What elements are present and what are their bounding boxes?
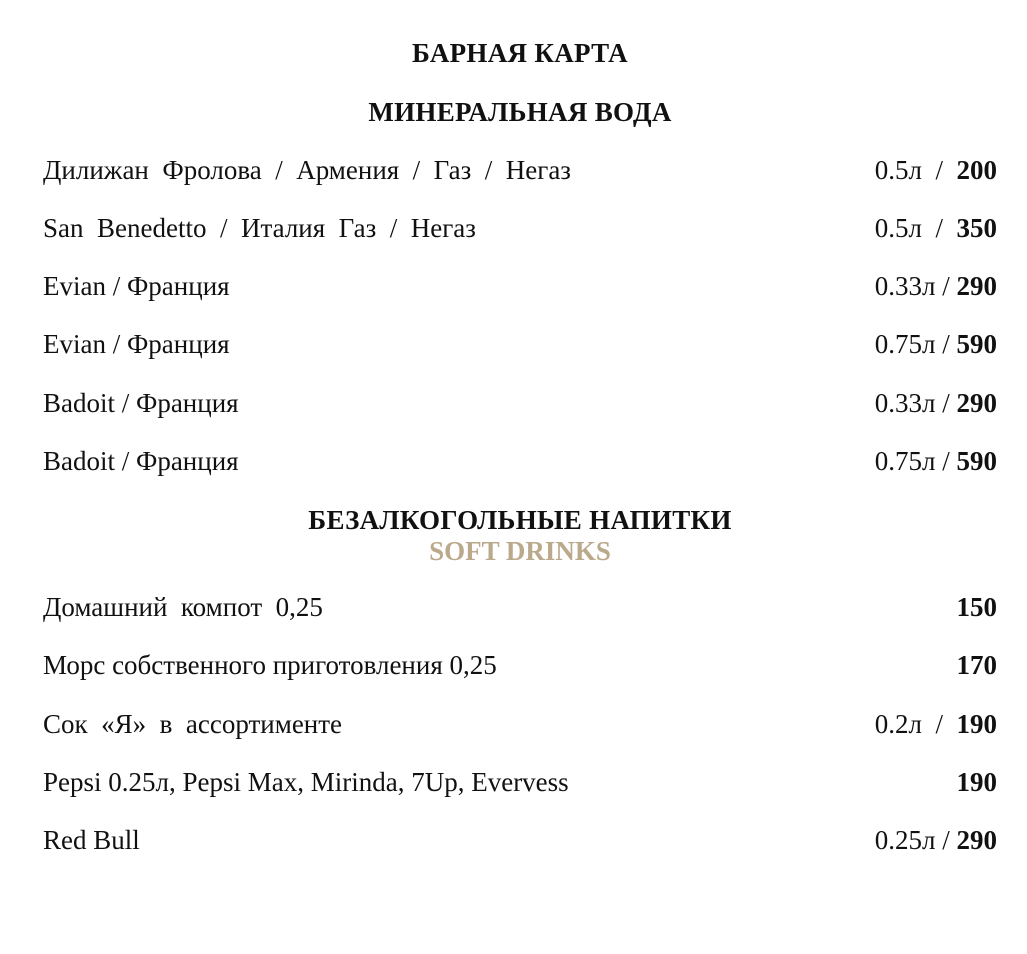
section-heading-mineral-water: МИНЕРАЛЬНАЯ ВОДА	[368, 97, 672, 127]
item-volume: 0.25л /	[874, 825, 957, 855]
item-price: 200	[956, 155, 997, 185]
menu-item	[43, 446, 997, 480]
item-price-group	[875, 825, 997, 856]
item-price: 170	[956, 650, 997, 680]
item-name: Морс собственного приготовления 0,25	[43, 650, 497, 680]
item-price: 290	[956, 271, 997, 301]
menu-item	[43, 592, 997, 626]
menu-item	[43, 271, 997, 305]
item-volume: 0.75л /	[874, 329, 957, 359]
item-volume: 0.2л /	[874, 709, 957, 739]
item-name: Дилижан Фролова / Армения / Газ / Негаз	[43, 155, 571, 185]
menu-item	[43, 329, 997, 363]
item-volume: 0.5л /	[874, 155, 957, 185]
item-price: 190	[956, 709, 997, 739]
menu-item	[43, 388, 997, 422]
item-price-group	[875, 271, 997, 302]
item-volume: 0.33л /	[874, 388, 957, 418]
item-price-group	[875, 213, 997, 244]
item-name: Домашний компот 0,25	[43, 592, 323, 622]
menu-item	[43, 155, 997, 189]
menu-item	[43, 767, 997, 801]
item-price-group	[957, 767, 998, 798]
item-price-group	[875, 329, 997, 360]
item-volume: 0.33л /	[874, 271, 957, 301]
item-price: 190	[956, 767, 997, 797]
item-volume: 0.75л /	[874, 446, 957, 476]
item-price: 590	[956, 446, 997, 476]
item-price: 350	[956, 213, 997, 243]
item-price: 590	[956, 329, 997, 359]
item-price-group	[957, 650, 998, 681]
item-name: Evian / Франция	[43, 329, 230, 359]
item-price: 290	[956, 825, 997, 855]
item-price-group	[875, 709, 997, 740]
item-name: Red Bull	[43, 825, 140, 855]
item-name: Сок «Я» в ассортименте	[43, 709, 343, 739]
menu-item	[43, 213, 997, 247]
item-name: Badoit / Франция	[43, 388, 239, 418]
item-price-group	[875, 446, 997, 477]
section-subheading-soft-drinks: SOFT DRINKS	[429, 536, 611, 566]
menu-item	[43, 825, 997, 859]
menu-item	[43, 650, 997, 684]
item-price-group	[875, 388, 997, 419]
item-volume: 0.5л /	[874, 213, 957, 243]
item-price-group	[875, 155, 997, 186]
item-price-group	[957, 592, 998, 623]
menu-item	[43, 709, 997, 743]
item-name: San Benedetto / Италия Газ / Негаз	[43, 213, 476, 243]
section-heading-soft-drinks: БЕЗАЛКОГОЛЬНЫЕ НАПИТКИ	[308, 505, 732, 535]
item-name: Evian / Франция	[43, 271, 230, 301]
item-name: Pepsi 0.25л, Pepsi Max, Mirinda, 7Up, Evervess	[43, 767, 569, 797]
item-price: 150	[956, 592, 997, 622]
item-name: Badoit / Франция	[43, 446, 239, 476]
item-price: 290	[956, 388, 997, 418]
menu-title: БАРНАЯ КАРТА	[412, 38, 628, 68]
